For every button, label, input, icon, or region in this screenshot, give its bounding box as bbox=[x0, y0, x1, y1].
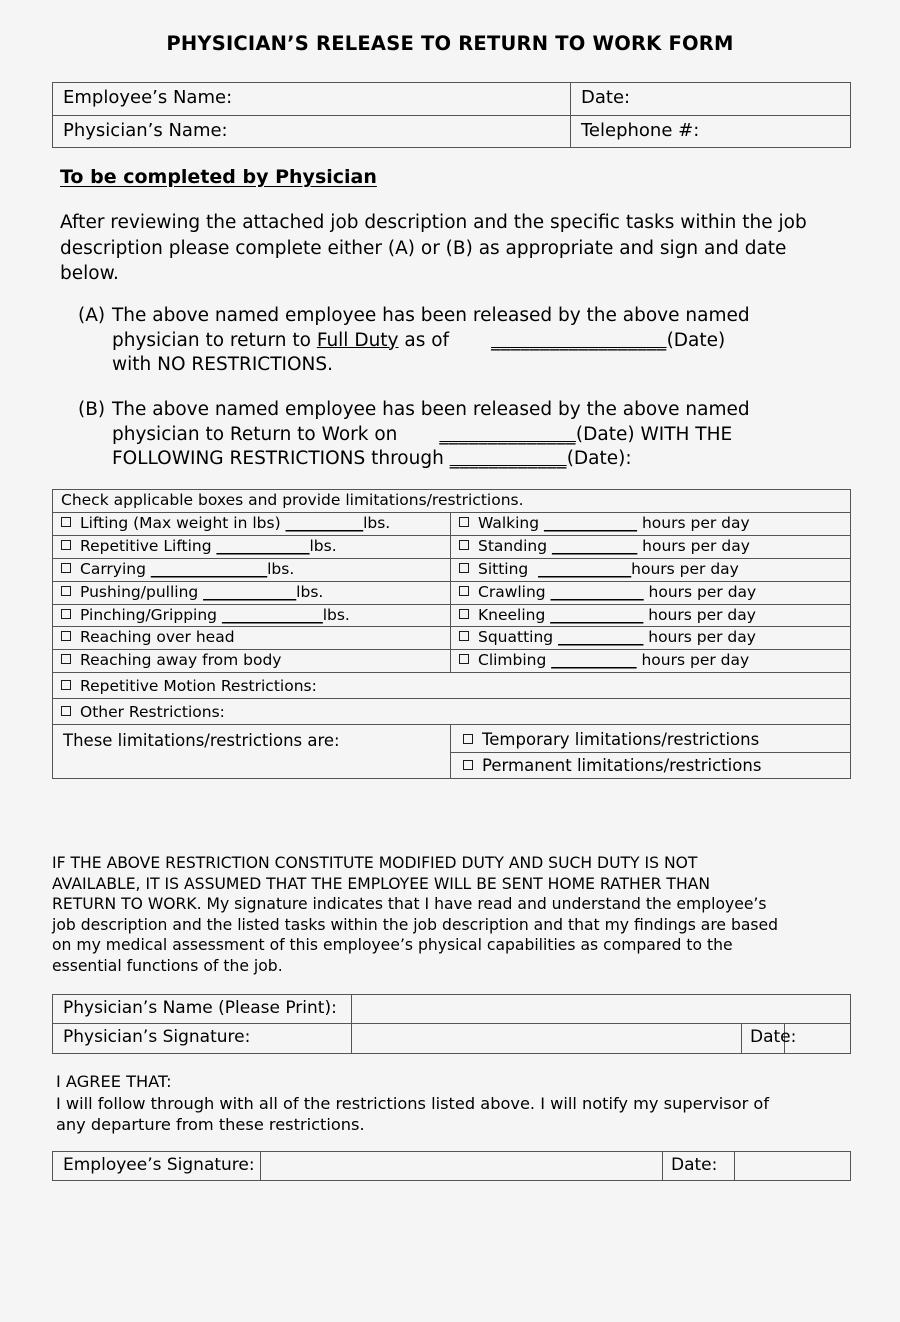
table-row bbox=[53, 627, 851, 650]
physician-name-print-field[interactable] bbox=[352, 995, 851, 1024]
restriction-label: Reaching away from body bbox=[80, 651, 282, 670]
checkbox-icon[interactable] bbox=[459, 586, 469, 596]
other-restrictions-label: Other Restrictions: bbox=[80, 703, 225, 722]
restriction-blank[interactable]: _____________ bbox=[221, 605, 323, 624]
restriction-blank[interactable]: ___________ bbox=[558, 628, 644, 647]
restriction-label: Repetitive Lifting bbox=[80, 536, 212, 555]
restriction-lifting[interactable] bbox=[53, 512, 451, 535]
checkbox-icon[interactable] bbox=[463, 760, 473, 770]
repetitive-motion-cell[interactable] bbox=[53, 673, 851, 699]
repetitive-motion-row bbox=[53, 673, 851, 699]
limitation-type-label: Permanent limitations/restrictions bbox=[482, 756, 762, 776]
repetitive-motion-label: Repetitive Motion Restrictions: bbox=[80, 677, 317, 696]
restriction-unit: hours per day bbox=[648, 582, 757, 601]
restriction-unit: lbs. bbox=[322, 605, 350, 624]
table-row bbox=[53, 83, 851, 116]
restriction-unit: hours per day bbox=[641, 513, 750, 532]
employee-date-label-cell bbox=[663, 1152, 735, 1181]
restriction-unit: hours per day bbox=[648, 605, 756, 624]
checkbox-icon[interactable] bbox=[61, 609, 71, 619]
restrictions-table bbox=[52, 489, 851, 779]
option-b bbox=[78, 398, 848, 472]
employee-signature-field[interactable] bbox=[261, 1152, 663, 1181]
restriction-unit: hours per day bbox=[642, 536, 750, 555]
physician-signature-field[interactable] bbox=[352, 1024, 742, 1053]
restriction-label: Lifting (Max weight in lbs) bbox=[80, 513, 281, 532]
physician-date-label-cell bbox=[742, 1024, 797, 1053]
physician-name-print-label: Physician’s Name (Please Print): bbox=[63, 998, 337, 1018]
restriction-unit: lbs. bbox=[296, 582, 324, 601]
restrictions-header-label: Check applicable boxes and provide limitations/restrictions. bbox=[61, 491, 524, 509]
option-b-line2-pre: physician to Return to Work on bbox=[112, 423, 398, 445]
physician-signature-table bbox=[52, 994, 851, 1054]
limitation-type-label: Temporary limitations/restrictions bbox=[482, 730, 760, 750]
restriction-label: Carrying bbox=[80, 559, 146, 578]
physician-section-intro: After reviewing the attached job description and the specific tasks within the job description please complete either (A) or (B) as appropriate and sign and date below. bbox=[60, 212, 807, 284]
restrictions-header-cell bbox=[53, 490, 851, 513]
limitation-type-question: These limitations/restrictions are: bbox=[63, 731, 340, 751]
option-a-line1: The above named employee has been released by the above named bbox=[112, 305, 750, 326]
physician-name-cell[interactable] bbox=[53, 115, 571, 148]
physician-signature-label-cell bbox=[53, 1024, 352, 1053]
agreement-block bbox=[56, 1071, 856, 1136]
restriction-carrying[interactable] bbox=[53, 558, 451, 581]
employee-date-label: Date: bbox=[671, 1155, 718, 1175]
page-title: PHYSICIAN’S RELEASE TO RETURN TO WORK FORM bbox=[166, 32, 734, 55]
restriction-label: Standing bbox=[478, 536, 548, 555]
option-a-date-blank[interactable]: __________________ bbox=[491, 329, 667, 351]
restriction-label: Crawling bbox=[478, 582, 546, 601]
restriction-label: Kneeling bbox=[478, 605, 546, 624]
table-row bbox=[53, 1152, 851, 1181]
checkbox-icon[interactable] bbox=[459, 609, 469, 619]
restriction-label: Climbing bbox=[478, 651, 547, 670]
option-a bbox=[78, 304, 848, 378]
table-row bbox=[53, 535, 851, 558]
option-b-date-blank[interactable]: ______________ bbox=[439, 423, 576, 445]
option-b-label: (B) bbox=[78, 399, 106, 420]
restriction-pinching-gripping[interactable] bbox=[53, 604, 451, 627]
disclaimer-paragraph bbox=[52, 853, 852, 976]
disclaimer-line-1: IF THE ABOVE RESTRICTION CONSTITUTE MODIFIED DUTY AND SUCH DUTY IS NOT bbox=[52, 854, 698, 872]
employee-signature-label-cell bbox=[53, 1152, 261, 1181]
restriction-label: Squatting bbox=[478, 628, 554, 647]
option-a-label: (A) bbox=[78, 305, 106, 326]
physician-date-value bbox=[785, 1024, 850, 1052]
option-a-line2-post: as of bbox=[398, 329, 450, 351]
checkbox-icon[interactable] bbox=[61, 631, 71, 641]
restriction-standing[interactable] bbox=[451, 535, 851, 558]
physician-date-field[interactable] bbox=[785, 1024, 851, 1053]
disclaimer-line-4: job description and the listed tasks within the job description and that my findings are based bbox=[52, 915, 779, 934]
option-b-body bbox=[112, 398, 842, 472]
restriction-unit: hours per day bbox=[631, 559, 739, 578]
restriction-blank[interactable]: ___________ bbox=[551, 651, 637, 670]
restriction-blank[interactable]: ____________ bbox=[216, 536, 310, 555]
physician-name-print-label-cell bbox=[53, 995, 352, 1024]
date-cell[interactable] bbox=[571, 83, 851, 116]
physician-name-label: Physician’s Name: bbox=[63, 119, 228, 141]
physician-signature-label: Physician’s Signature: bbox=[63, 1027, 251, 1048]
restriction-blank[interactable]: ___________ bbox=[551, 536, 638, 555]
restriction-label: Walking bbox=[478, 513, 540, 532]
table-row bbox=[53, 558, 851, 581]
checkbox-icon[interactable] bbox=[459, 563, 469, 573]
restriction-reaching-away-from-body[interactable] bbox=[53, 650, 451, 673]
identity-table bbox=[52, 82, 851, 148]
other-restrictions-row bbox=[53, 699, 851, 725]
restrictions-header-row bbox=[53, 490, 851, 513]
agreement-heading: I AGREE THAT: bbox=[56, 1072, 172, 1091]
restriction-label: Reaching over head bbox=[80, 628, 235, 647]
option-b-through-blank[interactable]: ____________ bbox=[449, 448, 567, 469]
restriction-blank[interactable]: __________ bbox=[285, 513, 364, 532]
checkbox-icon[interactable] bbox=[61, 680, 71, 690]
restriction-blank[interactable]: ____________ bbox=[538, 559, 632, 578]
employee-name-label: Employee’s Name: bbox=[63, 87, 233, 108]
disclaimer-line-5: on my medical assessment of this employee’s physical capabilities as compared to the bbox=[52, 936, 733, 954]
restriction-repetitive-lifting[interactable] bbox=[53, 535, 451, 558]
employee-signature-table bbox=[52, 1151, 851, 1181]
restriction-climbing[interactable] bbox=[451, 650, 851, 673]
limitation-type-question-cell bbox=[53, 725, 451, 779]
restriction-unit: hours per day bbox=[648, 628, 756, 647]
employee-date-field[interactable] bbox=[735, 1152, 851, 1181]
option-b-line3-pre: FOLLOWING RESTRICTIONS through bbox=[112, 448, 450, 469]
disclaimer-line-6: essential functions of the job. bbox=[52, 956, 283, 975]
telephone-cell[interactable] bbox=[571, 115, 851, 148]
physician-signature-value bbox=[352, 1024, 741, 1052]
agreement-line-1: I will follow through with all of the restrictions listed above. I will notify my supervisor of bbox=[56, 1093, 770, 1113]
table-row bbox=[53, 604, 851, 627]
option-a-body bbox=[112, 304, 842, 378]
checkbox-icon[interactable] bbox=[61, 540, 71, 550]
full-duty-emphasis: Full Duty bbox=[316, 329, 399, 351]
disclaimer-line-3: RETURN TO WORK. My signature indicates that I have read and understand the employee’s bbox=[52, 895, 767, 913]
limitation-type-row bbox=[53, 725, 851, 753]
restriction-reaching-over-head[interactable] bbox=[53, 627, 451, 650]
restriction-sitting[interactable] bbox=[451, 558, 851, 581]
restriction-blank[interactable]: ____________ bbox=[550, 605, 644, 624]
restriction-label: Pinching/Gripping bbox=[80, 605, 218, 624]
option-a-line2-pre: physician to return to bbox=[112, 329, 317, 351]
agreement-line-2: any departure from these restrictions. bbox=[56, 1115, 365, 1134]
employee-signature-label: Employee’s Signature: bbox=[63, 1155, 255, 1175]
option-b-date-tail: (Date) WITH THE bbox=[575, 423, 733, 445]
table-row bbox=[53, 995, 851, 1024]
restriction-unit: lbs. bbox=[309, 536, 337, 555]
checkbox-icon[interactable] bbox=[463, 734, 473, 744]
restriction-unit: hours per day bbox=[641, 651, 750, 670]
checkbox-icon[interactable] bbox=[459, 540, 469, 550]
restriction-blank[interactable]: ____________ bbox=[544, 513, 638, 532]
disclaimer-line-2: AVAILABLE, IT IS ASSUMED THAT THE EMPLOYEE WILL BE SENT HOME RATHER THAN bbox=[52, 874, 711, 893]
checkbox-icon[interactable] bbox=[61, 563, 71, 573]
other-restrictions-cell[interactable] bbox=[53, 699, 851, 725]
restriction-blank[interactable]: _______________ bbox=[150, 559, 268, 578]
physician-date-label: Date: bbox=[750, 1027, 797, 1048]
restriction-unit: lbs. bbox=[363, 513, 391, 532]
employee-date-value bbox=[735, 1152, 850, 1180]
employee-signature-value bbox=[261, 1152, 662, 1180]
limitation-type-temporary[interactable] bbox=[451, 725, 851, 753]
physician-name-print-value bbox=[352, 995, 850, 1023]
restriction-kneeling[interactable] bbox=[451, 604, 851, 627]
checkbox-icon[interactable] bbox=[61, 654, 71, 664]
restriction-blank[interactable]: ____________ bbox=[550, 582, 644, 601]
checkbox-icon[interactable] bbox=[459, 517, 469, 527]
checkbox-icon[interactable] bbox=[61, 706, 71, 716]
table-row bbox=[53, 512, 851, 535]
checkbox-icon[interactable] bbox=[459, 631, 469, 641]
option-b-line3-tail: (Date): bbox=[566, 448, 632, 469]
checkbox-icon[interactable] bbox=[61, 517, 71, 527]
table-row bbox=[53, 115, 851, 148]
table-row bbox=[53, 1024, 851, 1053]
table-row bbox=[53, 650, 851, 673]
option-a-line3: with NO RESTRICTIONS. bbox=[112, 354, 334, 375]
restriction-pushing-pulling[interactable] bbox=[53, 581, 451, 604]
restriction-crawling[interactable] bbox=[451, 581, 851, 604]
restriction-walking[interactable] bbox=[451, 512, 851, 535]
physician-section-heading: To be completed by Physician bbox=[60, 166, 377, 188]
checkbox-icon[interactable] bbox=[61, 586, 71, 596]
restriction-unit: lbs. bbox=[267, 559, 295, 578]
restriction-label: Pushing/pulling bbox=[80, 582, 199, 601]
employee-name-cell[interactable] bbox=[53, 83, 571, 116]
restriction-squatting[interactable] bbox=[451, 627, 851, 650]
restriction-label: Sitting bbox=[478, 559, 529, 578]
checkbox-icon[interactable] bbox=[459, 654, 469, 664]
telephone-label: Telephone #: bbox=[581, 119, 700, 141]
restriction-blank[interactable]: ____________ bbox=[203, 582, 297, 601]
table-row bbox=[53, 581, 851, 604]
option-a-date-tail: (Date) bbox=[666, 329, 726, 351]
limitation-type-permanent[interactable] bbox=[451, 753, 851, 779]
option-b-line1: The above named employee has been released by the above named bbox=[112, 399, 750, 420]
date-label: Date: bbox=[581, 87, 631, 108]
